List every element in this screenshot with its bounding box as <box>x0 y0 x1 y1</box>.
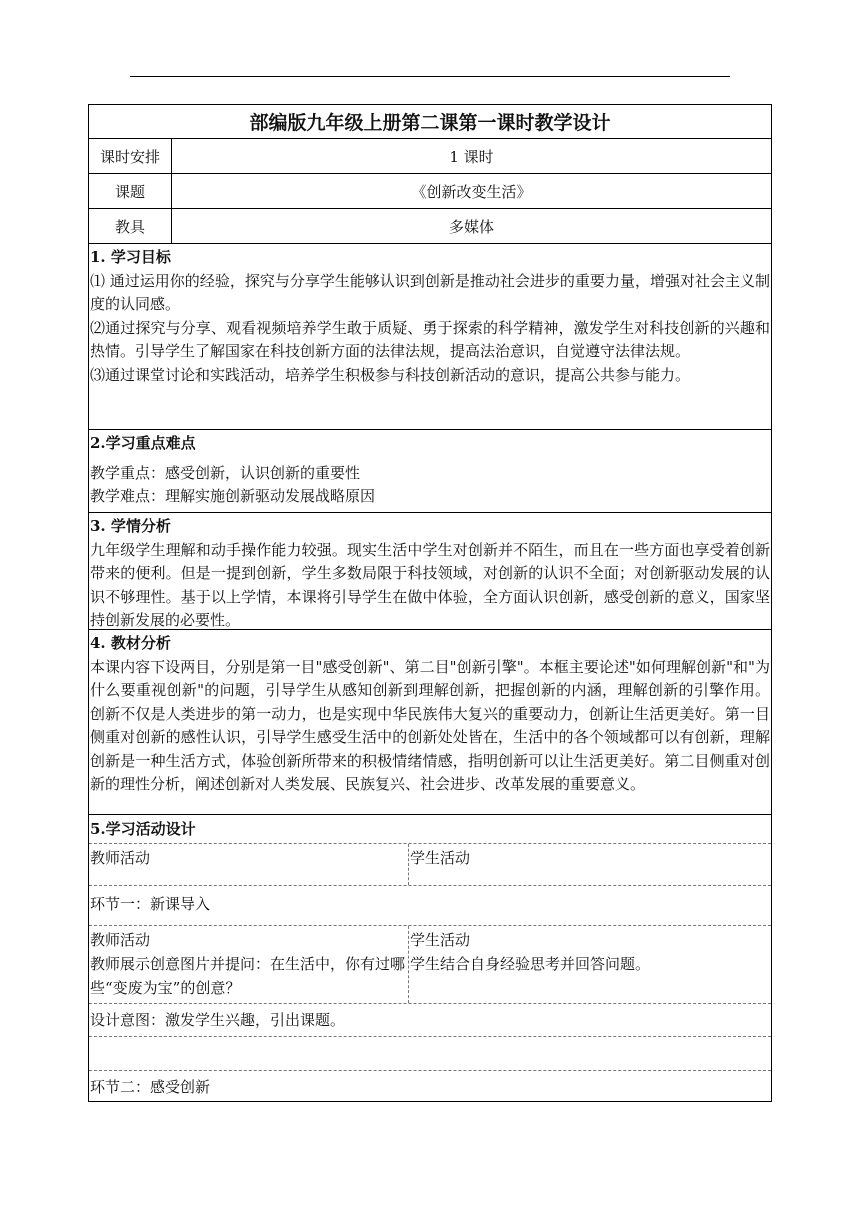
info-row-tools <box>89 209 771 244</box>
student-activity-cell <box>409 926 771 1003</box>
section-key-points <box>89 430 771 513</box>
objective-item: ⑶通过课堂讨论和实践活动，培养学生积极参与科技创新活动的意识，提高公共参与能力。 <box>90 365 691 384</box>
info-value: 多媒体 <box>448 217 494 236</box>
stage-two-row: 环节二：感受创新 <box>89 1070 771 1101</box>
section-student-analysis <box>89 513 771 630</box>
activity-header-row <box>89 843 771 885</box>
section-text: 九年级学生理解和动手操作能力较强。现实生活中学生对创新并不陌生，而且在一些方面也享受着创新带来的便利。但是一提到创新，学生多数局限于科技领域，对创新的认识不全面；对创新驱动发展的认识不够理性。基于以上学情，本课将引导学生在做中体验，全方面认识创新，感受创新的意义，国家坚持创新发展的必要性。 <box>90 540 770 629</box>
section-material-analysis <box>89 630 771 815</box>
info-label: 教具 <box>89 209 172 243</box>
info-label: 课时安排 <box>89 139 172 173</box>
design-intent-row: 设计意图：激发学生兴趣，引出课题。 <box>89 1003 771 1036</box>
objective-item: ⑴ 通过运用你的经验，探究与分享学生能够认识到创新是推动社会进步的重要力量，增强对社会主义制度的认同感。 <box>90 271 770 313</box>
difficulty-point: 教学难点：理解实施创新驱动发展战略原因 <box>90 487 376 505</box>
key-point: 教学重点：感受创新，认识创新的重要性 <box>90 463 361 482</box>
teacher-activity-label: 教师活动 <box>90 931 151 949</box>
section-text: 本课内容下设两目，分别是第一目"感受创新"、第二目"创新引擎"。本框主要论述"如何理解创新"和"为什么要重视创新"的问题，引导学生从感知创新到理解创新，把握创新的内涵，理解创新的引擎作用。创新不仅是人类进步的第一动力，也是实现中华民族伟大复兴的重要动力，创新让生活更美好。第一目侧重对创新的感性认识，引导学生感受生活中的创新处处皆在，生活中的各个领域都可以有创新，理解创新是一种生活方式，体验创新所带来的积极情绪情感，指明创新可以让生活更美好。第二目侧重对创新的理性分析，阐述创新对人类发展、民族复兴、社会进步、改革发展的重要意义。 <box>90 657 770 793</box>
student-activity-header: 学生活动 <box>410 849 471 867</box>
section-activity-design <box>89 815 771 1101</box>
objective-item: ⑵通过探究与分享、观看视频培养学生敢于质疑、勇于探索的科学精神，激发学生对科技创新的兴趣和热情。引导学生了解国家在科技创新方面的法律法规，提高法治意识，自觉遵守法律法规。 <box>90 318 770 360</box>
stage-one-activity-row <box>89 925 771 1003</box>
info-label: 课题 <box>89 174 172 208</box>
section-heading: 3. 学情分析 <box>90 517 171 535</box>
section-objectives <box>89 244 771 430</box>
student-activity-text: 学生结合自身经验思考并回答问题。 <box>410 955 651 973</box>
info-row-schedule <box>89 139 771 174</box>
activity-table <box>89 843 771 1101</box>
stage-one-row: 环节一：新课导入 <box>89 885 771 925</box>
section-heading: 1. 学习目标 <box>90 248 171 266</box>
lesson-plan-table <box>88 104 772 1102</box>
teacher-activity-header: 教师活动 <box>89 844 409 885</box>
student-activity-label: 学生活动 <box>410 931 471 949</box>
section-heading: 5.学习活动设计 <box>90 820 196 838</box>
info-row-topic <box>89 174 771 209</box>
teacher-activity-cell <box>89 926 409 1003</box>
section-heading: 4. 教材分析 <box>90 634 171 652</box>
document-title: 部编版九年级上册第二课第一课时教学设计 <box>89 105 771 139</box>
header-rule <box>130 76 730 77</box>
info-value: 1 课时 <box>449 147 494 166</box>
teacher-activity-text: 教师展示创意图片并提问：在生活中，你有过哪些“变废为宝”的创意？ <box>90 955 406 997</box>
blank-row <box>89 1036 771 1070</box>
info-value: 《创新改变生活》 <box>411 182 532 201</box>
section-heading: 2.学习重点难点 <box>90 434 196 452</box>
